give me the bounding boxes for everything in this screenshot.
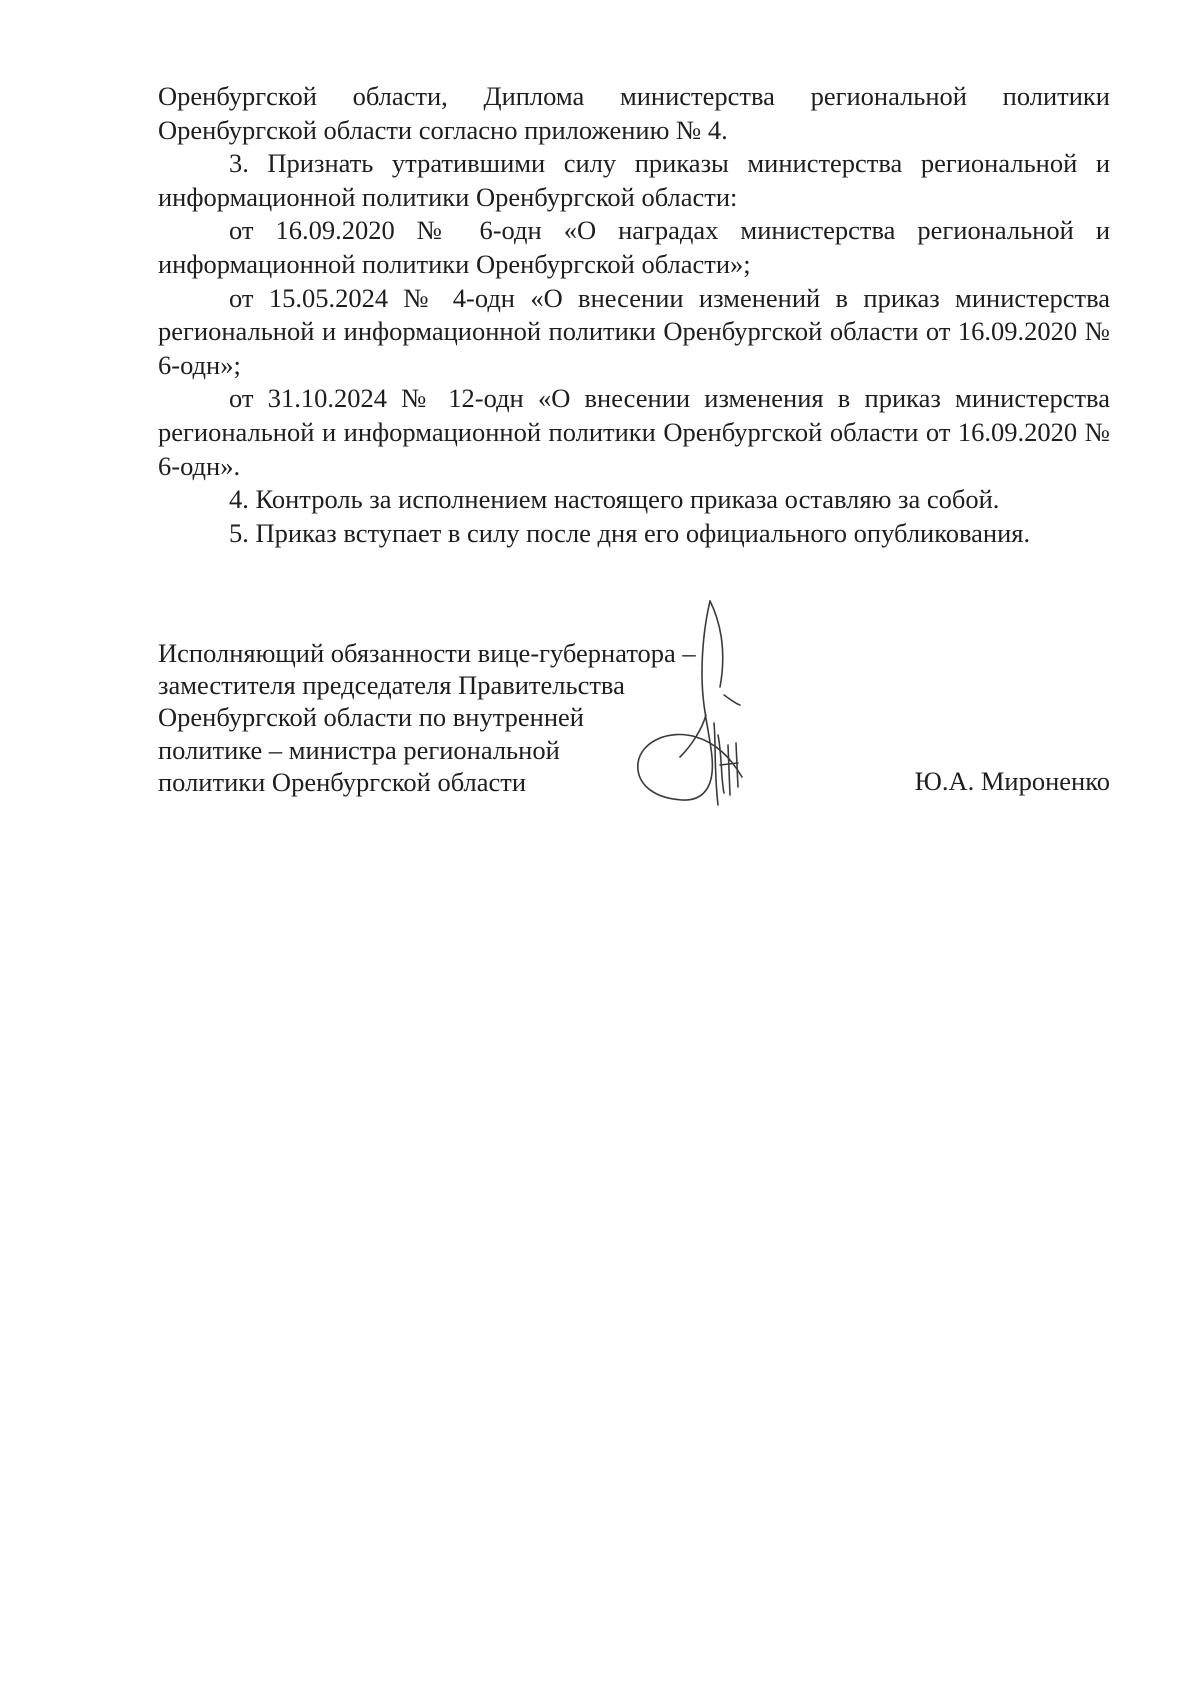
signer-position-line: заместителя председателя Правительства	[158, 670, 625, 701]
paragraph-repealed-order-3: от 31.10.2024 № 12-одн «О внесении изменения в приказ министерства региональной и информационной политики Оренбургской области от 16.09.2020 № 6-одн».	[158, 383, 1110, 481]
order-body	[158, 80, 1110, 550]
paragraph-repealed-order-2: от 15.05.2024 № 4-одн «О внесении изменений в приказ министерства региональной и информационной политики Оренбургской области от 16.09.2020 № 6-одн»;	[158, 282, 1110, 380]
signer-position-line: Исполняющий обязанности вице-губернатора –	[158, 638, 696, 668]
paragraph-item-4: 4. Контроль за исполнением настоящего приказа оставляю за собой.	[229, 484, 1000, 515]
paragraph-continuation: Оренбургской области, Диплома министерства региональной политики Оренбургской области согласно приложению № 4.	[158, 81, 1110, 145]
signer-position	[158, 637, 696, 798]
paragraph-item-3: 3. Признать утратившими силу приказы министерства региональной и информационной политики Оренбургской области:	[158, 148, 1110, 212]
paragraph-repealed-order-1: от 16.09.2020 № 6-одн «О наградах министерства региональной и информационной политики Оренбургской области»;	[158, 215, 1110, 279]
signer-position-line: Оренбургской области по внутренней	[158, 702, 584, 733]
signer-position-line: политики Оренбургской области	[158, 766, 527, 797]
signer-position-line: политике – министра региональной	[158, 734, 560, 765]
signer-name: Ю.А. Мироненко	[914, 766, 1110, 796]
handwritten-signature	[630, 595, 770, 825]
paragraph-item-5: 5. Приказ вступает в силу после дня его официального опубликования.	[229, 517, 1031, 548]
